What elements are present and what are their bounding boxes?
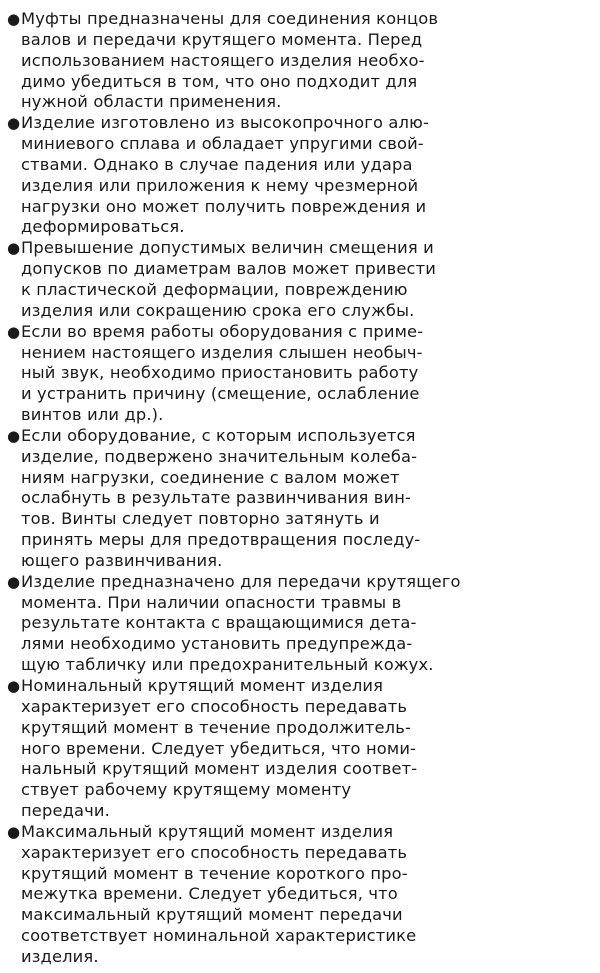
bullet-icon: ● [7,10,21,28]
text-line: Изделие предназначено для передачи крутящего [21,571,461,591]
bullet-icon: ● [7,677,21,695]
list-item-text [21,572,597,676]
text-line: передачи. [21,801,110,821]
text-line: нужной области применения. [21,92,282,112]
text-line: миниевого сплава и обладает упругими свой- [21,134,424,154]
text-line: винтов или др.). [21,405,164,425]
text-line: ствами. Однако в случае падения или удара [21,154,413,174]
text-line: изделия или приложения к нему чрезмерной [21,175,419,195]
text-line: лями необходимо установить предупрежда- [21,634,413,654]
text-line: межутка времени. Следует убедиться, что [21,884,398,904]
text-line: изделия или сокращению срока его службы. [21,300,415,320]
text-line: нением настоящего изделия слышен необыч- [21,342,423,362]
text-line: изделие, подвержено значительным колеба- [21,446,418,466]
text-line: ющего развинчивания. [21,550,223,570]
bullet-icon: ● [7,239,21,258]
text-line: ослабнуть в результате развинчивания вин- [21,488,412,508]
list-item-text [21,9,597,113]
text-line: нальный крутящий момент изделия соответ- [21,759,418,779]
list-item [7,322,597,426]
text-line: димо убедиться в том, что оно подходит для [21,71,418,91]
text-line: ствует рабочему крутящему моменту [21,780,352,800]
bullet-list [7,9,597,968]
list-item [7,238,597,321]
text-line: ниям нагрузки, соединение с валом может [21,467,400,487]
list-item-text [21,113,597,238]
list-item [7,572,597,676]
list-item-text [21,322,597,426]
list-item [7,9,597,113]
text-line: характеризует его способность передавать [21,842,408,862]
text-line: Максимальный крутящий момент изделия [21,821,394,841]
text-line: допусков по диаметрам валов может привести [21,259,436,279]
list-item [7,822,597,968]
list-item-text [21,822,597,968]
text-line: к пластической деформации, повреждению [21,279,408,299]
text-line: тов. Винты следует повторно затянуть и [21,509,380,529]
text-line: крутящий момент в течение короткого про- [21,863,408,883]
bullet-icon: ● [7,114,21,133]
text-line: использованием настоящего изделия необхо- [21,50,425,70]
list-item-text [21,676,597,822]
text-line: ный звук, необходимо приостановить работу [21,363,419,383]
text-line: Превышение допустимых величин смещения и [21,238,434,258]
text-line: нагрузки оно может получить повреждения и [21,196,427,216]
text-line: максимальный крутящий момент передачи [21,905,403,925]
bullet-icon: ● [7,822,21,841]
text-line: деформироваться. [21,217,185,237]
text-line: принять меры для предотвращения последу- [21,530,421,550]
text-line: щую табличку или предохранительный кожух. [21,655,434,675]
list-item-text [21,238,597,321]
text-line: изделия. [21,946,99,966]
text-line: соответствует номинальной характеристике [21,926,417,946]
bullet-icon: ● [7,426,21,445]
text-line: Номинальный крутящий момент изделия [21,676,384,695]
text-line: Если во время работы оборудования с приме- [21,321,424,341]
text-line: крутящий момент в течение продолжитель- [21,717,411,737]
text-line: и устранить причину (смещение, ослабление [21,384,420,404]
bullet-icon: ● [7,322,21,341]
text-line: момента. При наличии опасности травмы в [21,592,402,612]
list-item [7,676,597,822]
text-line: характеризует его способность передавать [21,696,408,716]
text-line: валов и передачи крутящего момента. Перед [21,29,423,49]
list-item [7,426,597,572]
text-line: ного времени. Следует убедиться, что номи- [21,738,417,758]
text-line: результате контакта с вращающимися дета- [21,613,417,633]
list-item-text [21,426,597,572]
text-line: Муфты предназначены для соединения концов [21,9,439,28]
list-item [7,113,597,238]
bullet-icon: ● [7,572,21,591]
text-line: Изделие изготовлено из высокопрочного алю- [21,113,429,133]
text-line: Если оборудование, с которым используется [21,425,416,445]
